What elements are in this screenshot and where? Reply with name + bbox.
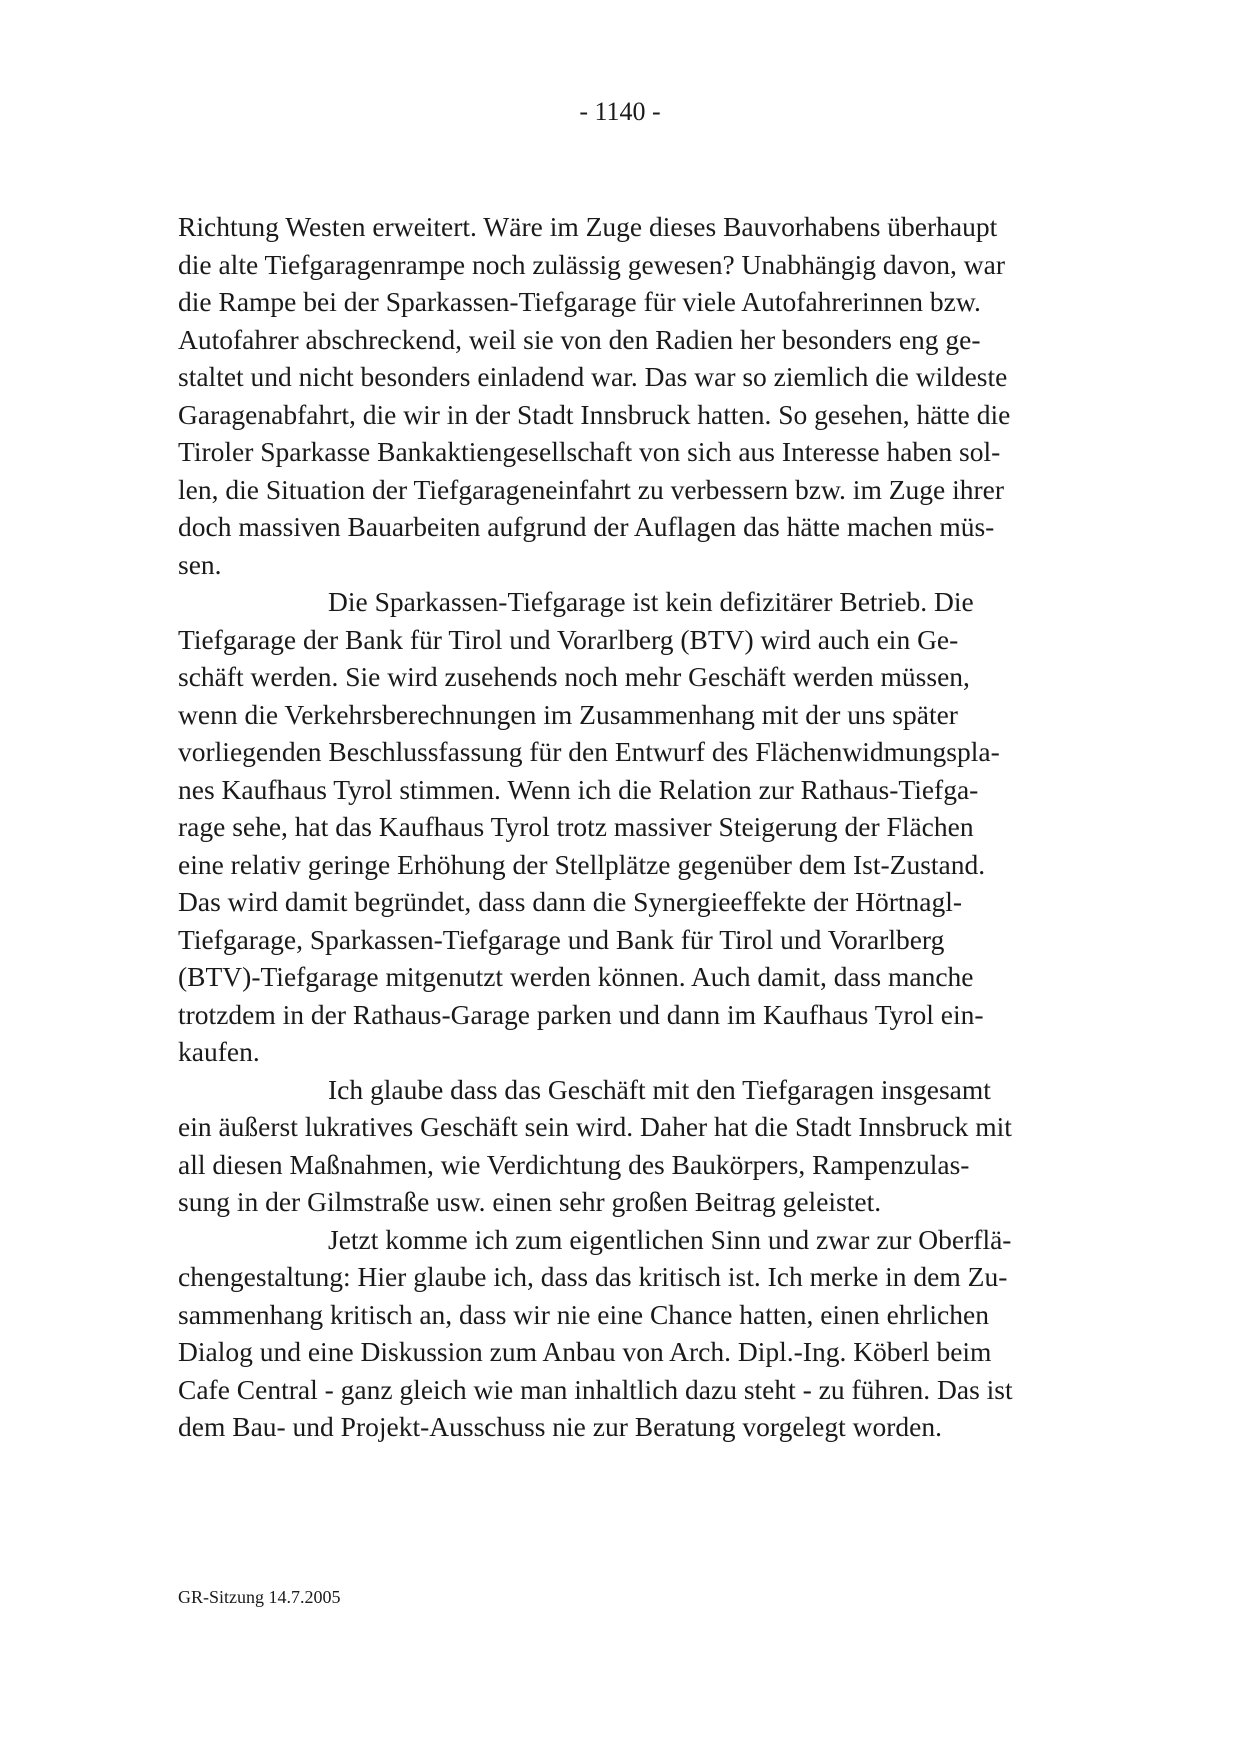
paragraph — [178, 1221, 1078, 1446]
text-line: Richtung Westen erweitert. Wäre im Zuge dieses Bauvorhabens überhaupt — [178, 211, 998, 242]
text-line: eine relativ geringe Erhöhung der Stellplätze gegenüber dem Ist-Zustand. — [178, 848, 986, 880]
text-line: Tiroler Sparkasse Bankaktiengesellschaft von sich aus Interesse haben sol- — [178, 436, 1001, 467]
text-line: Dialog und eine Diskussion zum Anbau von Arch. Dipl.-Ing. Köberl beim — [178, 1336, 992, 1367]
paragraph — [178, 583, 1078, 1071]
text-line: sen. — [178, 548, 222, 580]
text-line: chengestaltung: Hier glaube ich, dass das kritisch ist. Ich merke in dem Zu- — [178, 1261, 1008, 1292]
text-line: wenn die Verkehrsberechnungen im Zusammenhang mit der uns später — [178, 698, 958, 730]
text-line: len, die Situation der Tiefgarageneinfahrt zu verbessern bzw. im Zuge ihrer — [178, 473, 1005, 505]
text-line: (BTV)-Tiefgarage mitgenutzt werden können. Auch damit, dass manche — [178, 961, 974, 992]
paragraph — [178, 1071, 1078, 1221]
text-line: Cafe Central - ganz gleich wie man inhaltlich dazu steht - zu führen. Das ist — [178, 1373, 1013, 1405]
text-line: schäft werden. Sie wird zusehends noch mehr Geschäft werden müssen, — [178, 661, 970, 692]
text-line: staltet und nicht besonders einladend war. Das war so ziemlich die wildeste — [178, 361, 1008, 392]
text-line: all diesen Maßnahmen, wie Verdichtung des Baukörpers, Rampenzulas- — [178, 1148, 970, 1180]
page-number: - 1140 - — [579, 97, 661, 126]
text-line: nes Kaufhaus Tyrol stimmen. Wenn ich die Relation zur Rathaus-Tiefga- — [178, 773, 979, 805]
footer-session-date: GR-Sitzung 14.7.2005 — [178, 1587, 341, 1607]
text-line: sammenhang kritisch an, dass wir nie eine Chance hatten, einen ehrlichen — [178, 1298, 989, 1330]
text-line: Garagenabfahrt, die wir in der Stadt Innsbruck hatten. So gesehen, hätte die — [178, 398, 1011, 430]
document-body — [178, 208, 1078, 1446]
text-line: dem Bau- und Projekt-Ausschuss nie zur Beratung vorgelegt worden. — [178, 1411, 942, 1442]
paragraph — [178, 208, 1078, 583]
text-line: die Rampe bei der Sparkassen-Tiefgarage für viele Autofahrerinnen bzw. — [178, 286, 981, 317]
text-line: rage sehe, hat das Kaufhaus Tyrol trotz massiver Steigerung der Flächen — [178, 811, 974, 842]
text-line: Die Sparkassen-Tiefgarage ist kein defizitärer Betrieb. Die — [328, 586, 974, 617]
text-line: Tiefgarage der Bank für Tirol und Vorarlberg (BTV) wird auch ein Ge- — [178, 623, 959, 655]
text-line: sung in der Gilmstraße usw. einen sehr großen Beitrag geleistet. — [178, 1186, 882, 1217]
text-line: ein äußerst lukratives Geschäft sein wird. Daher hat die Stadt Innsbruck mit — [178, 1111, 1012, 1142]
text-line: die alte Tiefgaragenrampe noch zulässig gewesen? Unabhängig davon, war — [178, 248, 1006, 280]
text-line: kaufen. — [178, 1036, 260, 1067]
text-line: Tiefgarage, Sparkassen-Tiefgarage und Bank für Tirol und Vorarlberg — [178, 923, 945, 955]
text-line: doch massiven Bauarbeiten aufgrund der Auflagen das hätte machen müs- — [178, 511, 995, 542]
text-line: trotzdem in der Rathaus-Garage parken und dann im Kaufhaus Tyrol ein- — [178, 998, 984, 1030]
text-line: Autofahrer abschreckend, weil sie von den Radien her besonders eng ge- — [178, 323, 981, 355]
text-line: Jetzt komme ich zum eigentlichen Sinn und zwar zur Oberflä- — [328, 1223, 1012, 1255]
text-line: Ich glaube dass das Geschäft mit den Tiefgaragen insgesamt — [328, 1073, 991, 1105]
text-line: Das wird damit begründet, dass dann die Synergieeffekte der Hörtnagl- — [178, 886, 963, 917]
text-line: vorliegenden Beschlussfassung für den Entwurf des Flächenwidmungspla- — [178, 736, 1000, 767]
